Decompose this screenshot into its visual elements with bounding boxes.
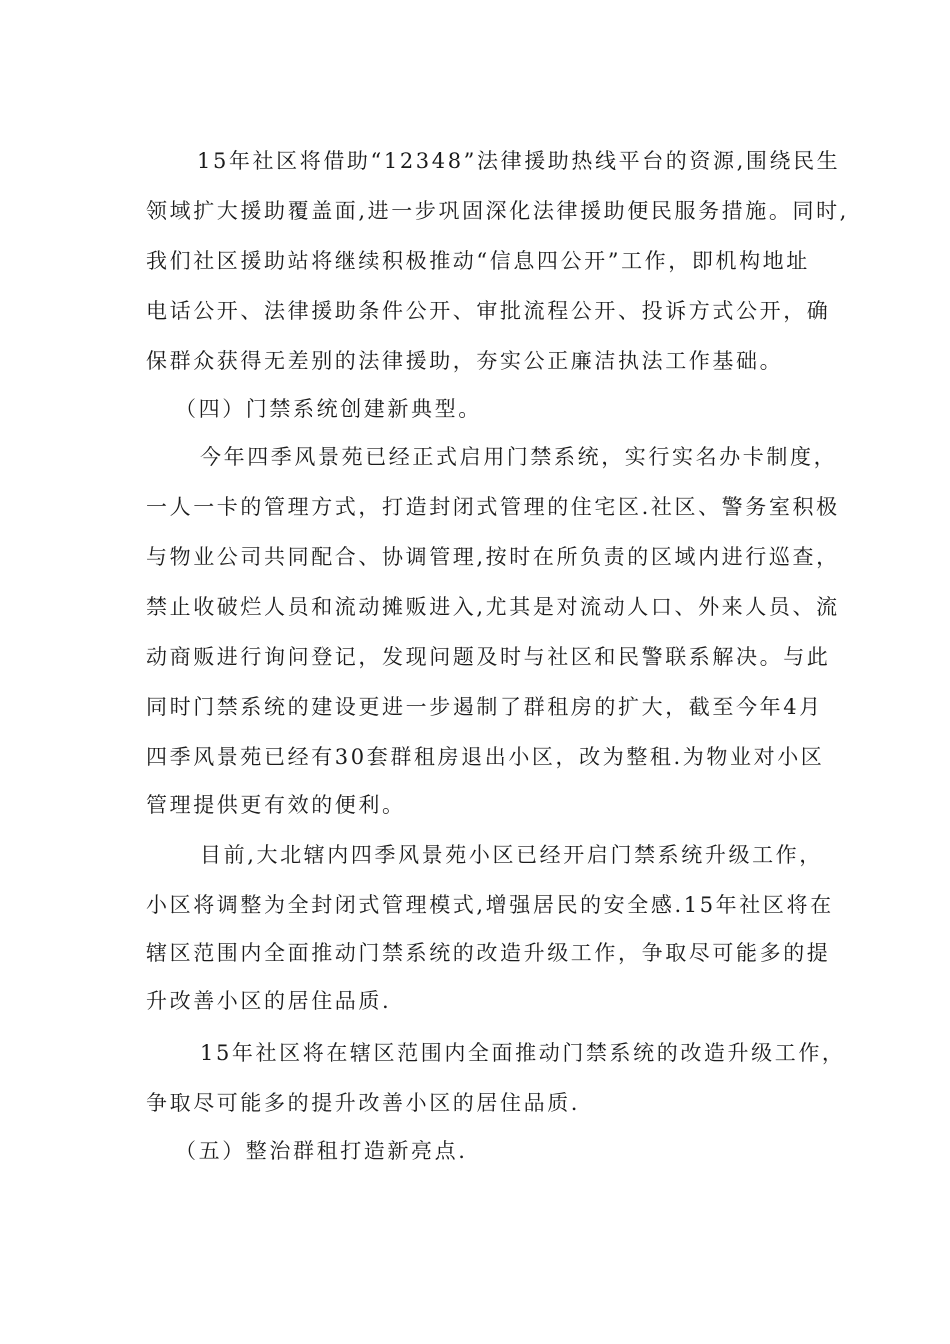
paragraph-2-line-7: 四季风景苑已经有30套群租房退出小区，改为整租.为物业对小区 — [146, 745, 825, 769]
paragraph-1-line-3: 我们社区援助站将继续积极推动“信息四公开”工作，即机构地址 — [146, 249, 810, 273]
paragraph-4-line-1: 15年社区将在辖区范围内全面推动门禁系统的改造升级工作， — [200, 1041, 846, 1065]
paragraph-2-line-2: 一人一卡的管理方式，打造封闭式管理的住宅区.社区、警务室积极 — [146, 495, 840, 519]
paragraph-1-line-2: 领域扩大援助覆盖面,进一步巩固深化法律援助便民服务措施。同时, — [146, 199, 849, 223]
paragraph-3-line-3: 辖区范围内全面推动门禁系统的改造升级工作，争取尽可能多的提 — [146, 941, 831, 965]
paragraph-2-line-1: 今年四季风景苑已经正式启用门禁系统，实行实名办卡制度， — [200, 445, 838, 469]
paragraph-3-line-4: 升改善小区的居住品质. — [146, 989, 392, 1013]
paragraph-2-line-8: 管理提供更有效的便利。 — [146, 793, 406, 817]
paragraph-1-line-5: 保群众获得无差别的法律援助，夯实公正廉洁执法工作基础。 — [146, 349, 784, 373]
paragraph-2-line-4: 禁止收破烂人员和流动摊贩进入,尤其是对流动人口、外来人员、流 — [146, 595, 840, 619]
paragraph-1-line-4: 电话公开、法律援助条件公开、审批流程公开、投诉方式公开，确 — [146, 299, 831, 323]
paragraph-1-line-1: 15年社区将借助“12348”法律援助热线平台的资源,围绕民生 — [197, 149, 841, 173]
paragraph-2-line-5: 动商贩进行询问登记，发现问题及时与社区和民警联系解决。与此 — [146, 645, 831, 669]
paragraph-2-line-6: 同时门禁系统的建设更进一步遏制了群租房的扩大，截至今年4月 — [146, 695, 823, 719]
section-heading-4: （四）门禁系统创建新典型。 — [175, 397, 482, 421]
paragraph-2-line-3: 与物业公司共同配合、协调管理,按时在所负责的区域内进行巡查， — [146, 545, 840, 569]
section-heading-5: （五）整治群租打造新亮点. — [175, 1139, 468, 1163]
paragraph-3-line-1: 目前,大北辖内四季风景苑小区已经开启门禁系统升级工作， — [200, 843, 823, 867]
paragraph-4-line-2: 争取尽可能多的提升改善小区的居住品质. — [146, 1091, 581, 1115]
paragraph-3-line-2: 小区将调整为全封闭式管理模式,增强居民的安全感.15年社区将在 — [146, 893, 834, 917]
